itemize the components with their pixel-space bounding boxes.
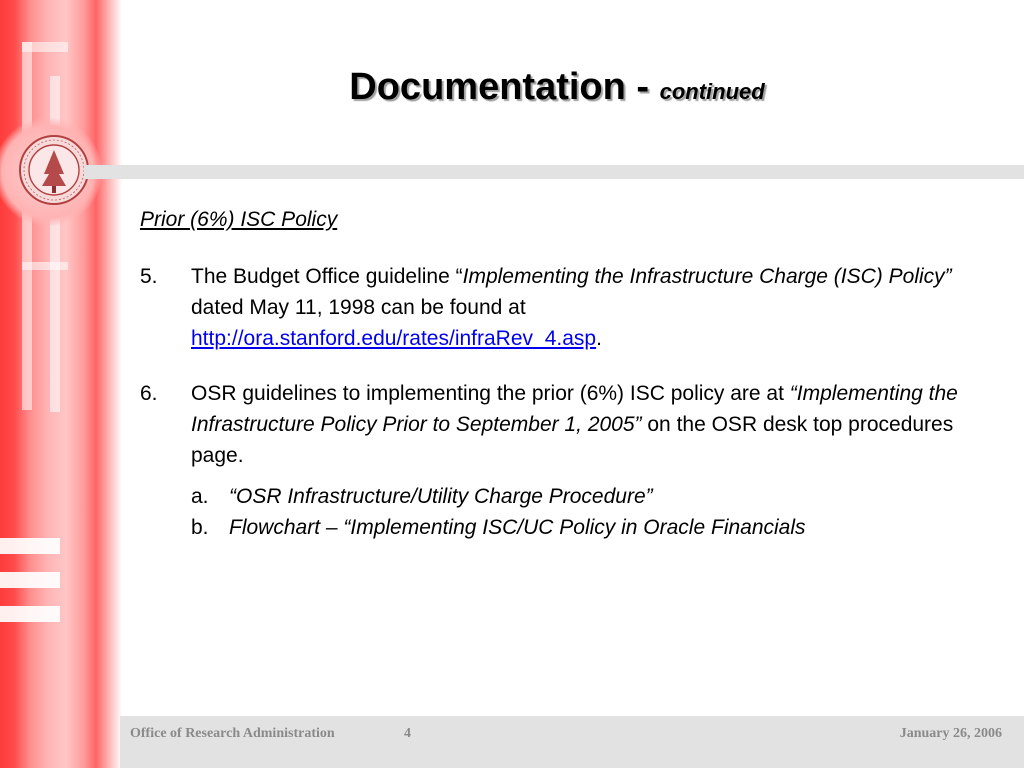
slide-footer [120, 716, 1024, 768]
left-white-bar-3 [0, 606, 60, 622]
item-5-text-c: dated May 11, 1998 can be found at [191, 296, 526, 319]
sub-item-text: “OSR Infrastructure/Utility Charge Procedure” [229, 485, 653, 508]
list-item-6 [140, 378, 970, 543]
sub-list-item-a [191, 481, 970, 512]
item-6-text-c: on the OSR desk top procedures page. [191, 413, 954, 467]
sub-item-letter: b. [191, 516, 209, 539]
sub-list [191, 481, 970, 543]
item-5-text-a: The Budget Office guideline “ [191, 265, 463, 288]
item-5-period: . [596, 327, 602, 350]
sub-list-item-b [191, 512, 970, 543]
stanford-seal-icon [18, 134, 90, 206]
slide-title [349, 66, 765, 108]
sub-item-text: Flowchart – “Implementing ISC/UC Policy in Oracle Financials [229, 516, 806, 539]
list-item-number: 6. [140, 382, 158, 405]
sub-item-letter: a. [191, 485, 209, 508]
left-decorative-band [0, 0, 122, 768]
list-item-text [191, 378, 970, 543]
slide-content [140, 204, 970, 567]
item-6-policy-title: “Implementing the Infrastructure Policy Prior to September 1, 2005” [191, 382, 958, 436]
footer-org: Office of Research Administration [130, 726, 335, 741]
slide-title-continued: continued [659, 79, 765, 104]
footer-date: January 26, 2006 [899, 726, 1002, 741]
item-5-guideline-title: Implementing the Infrastructure Charge (ISC) Policy” [462, 265, 952, 288]
title-divider [84, 165, 1024, 179]
slide-title-container [122, 66, 992, 109]
section-heading: Prior (6%) ISC Policy [140, 208, 338, 231]
footer-page-number: 4 [404, 726, 411, 741]
left-white-bar-1 [0, 538, 60, 554]
infrarev-link[interactable]: http://ora.stanford.edu/rates/infraRev_4.asp [191, 327, 597, 350]
list-item-5 [140, 261, 970, 354]
slide-title-main: Documentation - [349, 66, 660, 108]
list-item-number: 5. [140, 265, 158, 288]
left-white-bar-2 [0, 572, 60, 588]
item-6-text-a: OSR guidelines to implementing the prior (6%) ISC policy are at [191, 382, 790, 405]
list-item-text [191, 261, 970, 354]
